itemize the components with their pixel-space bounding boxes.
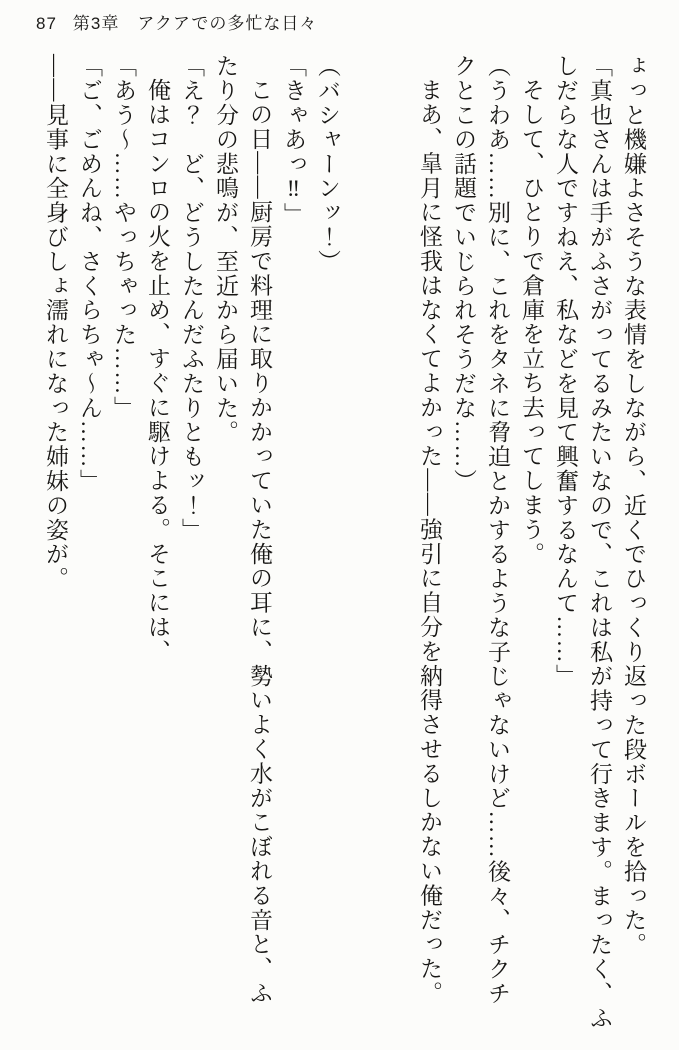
page-number: 87 xyxy=(36,14,57,33)
text-column: 俺はコンロの火を止め、すぐに駆けよる。そこには、 xyxy=(145,78,170,664)
running-header xyxy=(36,9,317,34)
text-column: 「きゃあっ‼」 xyxy=(281,54,306,227)
text-column: （うわあ……別に、これをタネに脅迫とかするような子じゃないけど……後々、チクチ xyxy=(485,54,510,1006)
text-column: クとこの話題でいじられそうだな……） xyxy=(451,54,476,494)
text-column: たり分の悲鳴が、至近から届いた。 xyxy=(213,54,238,445)
text-column: 「ご、ごめんね、さくらちゃ〜ん……」 xyxy=(77,54,102,494)
chapter-title: 第3章 アクアでの多忙な日々 xyxy=(72,14,318,33)
text-column: ――見事に全身びしょ濡れになった姉妹の姿が。 xyxy=(43,54,68,591)
text-column: （バシャーンッ！） xyxy=(315,54,340,274)
text-column: 「あう〜……やっちゃった……」 xyxy=(111,54,136,420)
text-column: ょっと機嫌よさそうな表情をしながら、近くでひっくり返った段ボールを拾った。 xyxy=(621,54,646,957)
text-column: この日――厨房で料理に取りかかっていた俺の耳に、勢いよく水がこぼれる音と、ふ xyxy=(247,78,272,1006)
text-column: まあ、皐月に怪我はなくてよかった――強引に自分を納得させるしかない俺だった。 xyxy=(417,78,442,1006)
scene-break-spacer xyxy=(344,54,412,1046)
text-column: 「え？ ど、どうしたんだふたりともッ！」 xyxy=(179,54,204,542)
text-column: 「真也さんは手がふさがってるみたいなので、これは私が持って行きます。まったく、ふ xyxy=(587,54,612,1030)
text-column: そして、ひとりで倉庫を立ち去ってしまう。 xyxy=(519,78,544,566)
text-body xyxy=(38,54,650,1046)
text-column: しだらな人ですねえ、私などを見て興奮するなんて……」 xyxy=(553,54,578,689)
